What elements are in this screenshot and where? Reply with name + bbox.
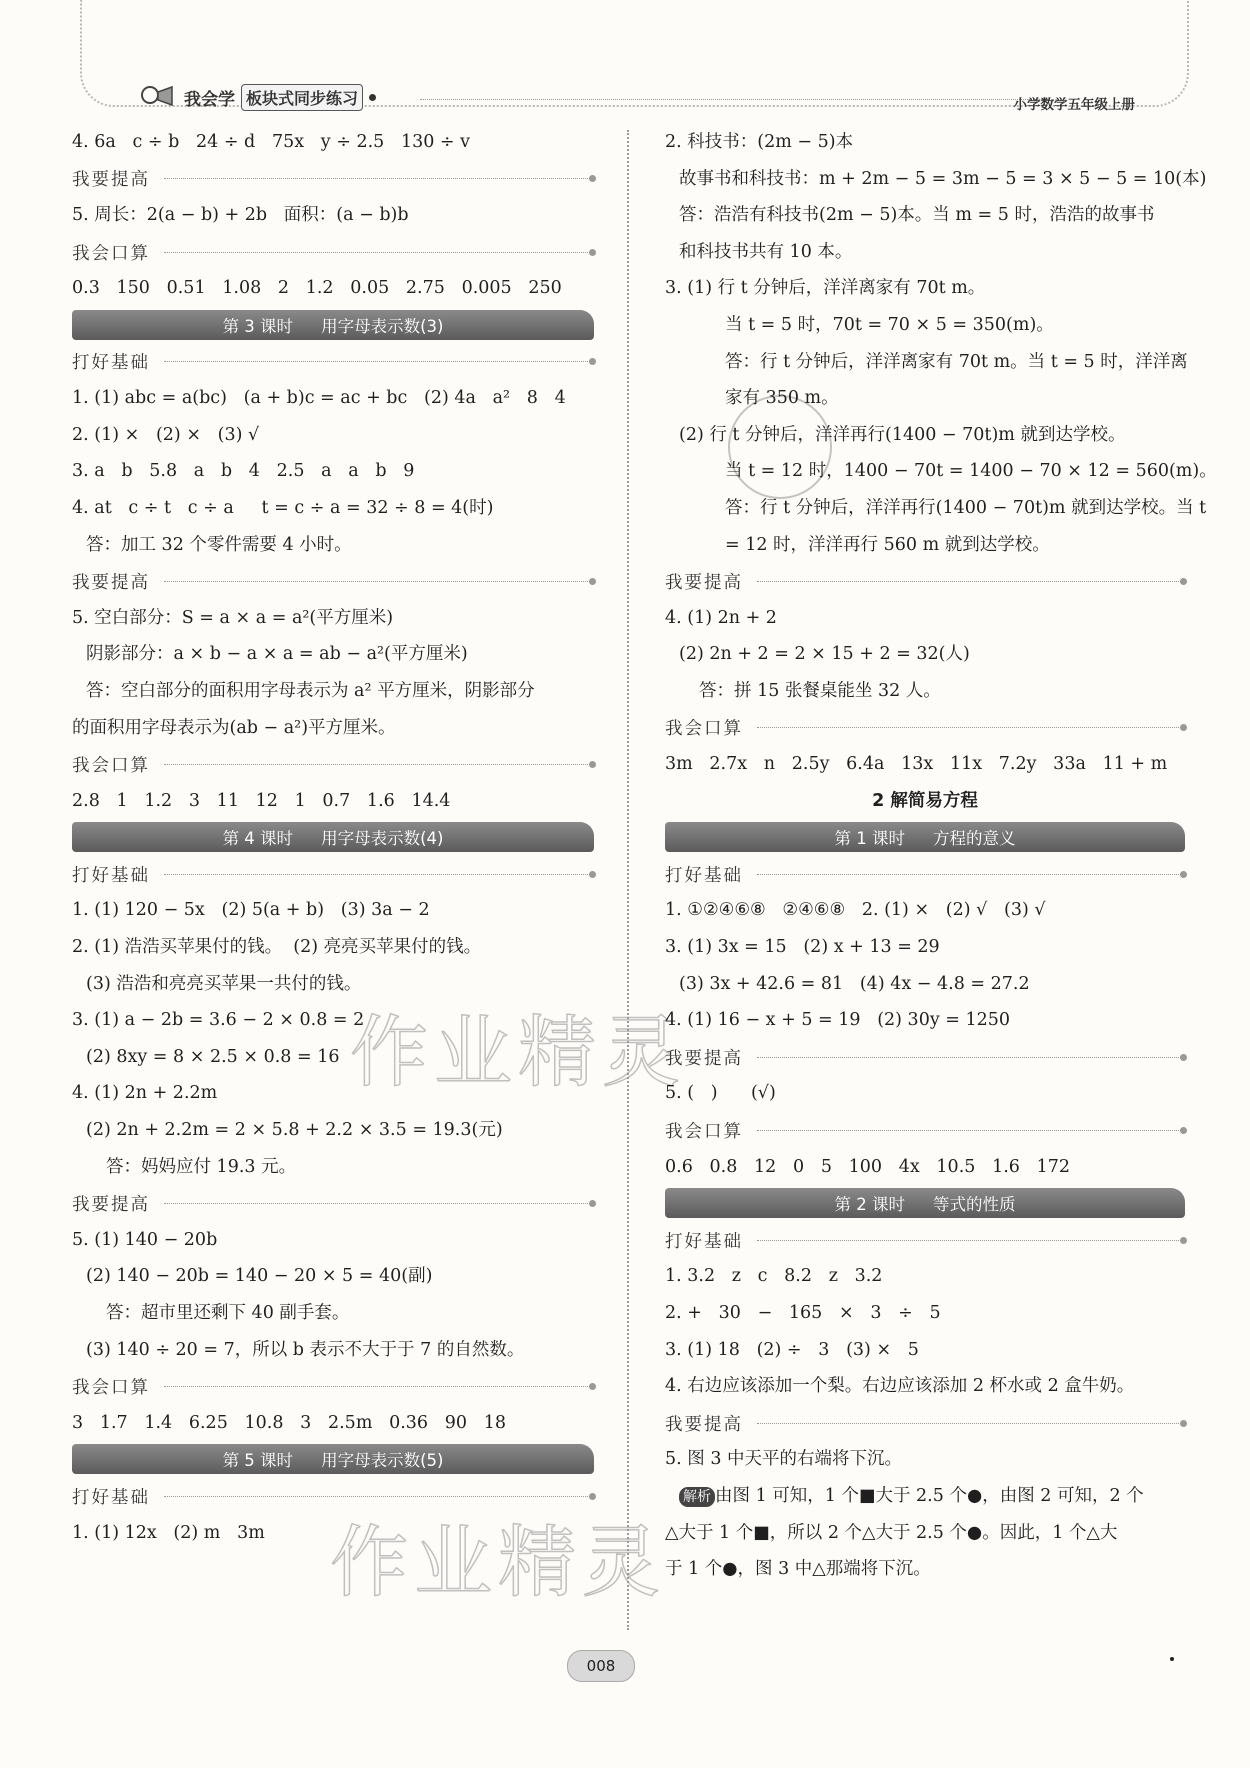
subsection-heading xyxy=(665,1222,1185,1259)
answer-line: 答：浩浩有科技书(2m − 5)本。当 m = 5 时，浩浩的故事书 xyxy=(679,205,1155,226)
answer-line: 5. 周长：2(a − b) + 2b 面积：(a − b)b xyxy=(72,205,409,226)
answer-line: 和科技书共有 10 本。 xyxy=(679,241,853,262)
lesson-number: 第 1 课时 xyxy=(834,829,905,849)
subsection-label: 打好基础 xyxy=(72,865,150,886)
dotted-rule xyxy=(164,361,594,362)
dotted-rule xyxy=(757,727,1185,728)
answer-line: (2) 8xy = 8 × 2.5 × 0.8 = 16 xyxy=(86,1046,340,1067)
answer-line: 3. (1) 行 t 分钟后，洋洋离家有 70t m。 xyxy=(665,278,986,299)
subsection-heading xyxy=(72,1185,594,1222)
lesson-title: 用字母表示数(5) xyxy=(321,1451,444,1471)
answer-line: 3. a b 5.8 a b 4 2.5 a a b 9 xyxy=(72,461,415,482)
dotted-rule xyxy=(164,1496,594,1497)
answer-line: 2. (1) 浩浩买苹果付的钱。 (2) 亮亮买苹果付的钱。 xyxy=(72,937,482,958)
dotted-rule xyxy=(164,1203,594,1204)
brand-name: 我会学 xyxy=(184,89,235,110)
answer-line: 3 1.7 1.4 6.25 10.8 3 2.5m 0.36 90 18 xyxy=(72,1412,506,1433)
header-rule xyxy=(420,99,1054,100)
subsection-heading xyxy=(665,1405,1185,1442)
answer-line: 3. (1) 3x = 15 (2) x + 13 = 29 xyxy=(665,937,940,958)
answer-line: (2) 2n + 2.2m = 2 × 5.8 + 2.2 × 3.5 = 19.3(元) xyxy=(86,1120,503,1141)
subsection-label: 我要提高 xyxy=(72,170,150,191)
answer-line: 4. at c ÷ t c ÷ a t = c ÷ a = 32 ÷ 8 = 4(时) xyxy=(72,497,494,518)
dotted-rule xyxy=(757,1057,1185,1058)
subsection-heading xyxy=(72,856,594,893)
subsection-heading xyxy=(72,746,594,783)
column-divider xyxy=(627,130,629,1630)
watermark: 作业精灵 xyxy=(330,1518,667,1608)
subsection-heading xyxy=(72,1478,594,1515)
answer-line: 2. + 30 − 165 × 3 ÷ 5 xyxy=(665,1303,941,1323)
answer-line: 1. 3.2 z c 8.2 z 3.2 xyxy=(665,1266,883,1287)
dotted-rule xyxy=(164,178,594,179)
lesson-number: 第 2 课时 xyxy=(834,1195,905,1215)
subsection-heading xyxy=(72,563,594,600)
page-number: 008 xyxy=(567,1650,635,1682)
dotted-rule xyxy=(164,1386,594,1387)
answer-line: (2) 140 − 20b = 140 − 20 × 5 = 40(副) xyxy=(86,1266,433,1287)
answer-line: 1. (1) abc = a(bc) (a + b)c = ac + bc (2) 4a a² 8 4 xyxy=(72,388,566,409)
answer-line: 的面积用字母表示为(ab − a²)平方厘米。 xyxy=(72,717,396,738)
dotted-rule xyxy=(164,581,594,582)
dotted-rule xyxy=(757,581,1185,582)
lesson-number: 第 5 课时 xyxy=(222,1451,294,1471)
subsection-heading xyxy=(72,234,594,271)
answer-line: (3) 浩浩和亮亮买苹果一共付的钱。 xyxy=(86,973,362,994)
answer-line: 3. (1) 18 (2) ÷ 3 (3) × 5 xyxy=(665,1339,919,1360)
answer-line: (3) 140 ÷ 20 = 7，所以 b 表示不大于于 7 的自然数。 xyxy=(86,1339,525,1360)
answer-line: 2. (1) × (2) × (3) √ xyxy=(72,424,260,445)
subsection-label: 我要提高 xyxy=(72,1195,150,1216)
lesson-title: 用字母表示数(3) xyxy=(321,316,444,336)
subsection-heading xyxy=(665,563,1185,600)
analysis-badge: 解析 xyxy=(679,1487,715,1507)
answer-line: 0.6 0.8 12 0 5 100 4x 10.5 1.6 172 xyxy=(665,1156,1070,1177)
lesson-banner xyxy=(72,822,594,852)
subsection-label: 我会口算 xyxy=(72,1377,150,1398)
analysis-text: 由图 1 可知，1 个■大于 2.5 个●，由图 2 可知，2 个 xyxy=(715,1485,1144,1506)
answer-line: 2.8 1 1.2 3 11 12 1 0.7 1.6 14.4 xyxy=(72,790,451,811)
answer-line: 答：超市里还剩下 40 副手套。 xyxy=(106,1303,350,1323)
megaphone-icon xyxy=(140,84,178,110)
answer-line: 2. 科技书：(2m − 5)本 xyxy=(665,132,854,152)
answer-line: 0.3 150 0.51 1.08 2 1.2 0.05 2.75 0.005 250 xyxy=(72,278,562,299)
answer-line: 5. 图 3 中天平的右端将下沉。 xyxy=(665,1449,903,1470)
lesson-title: 用字母表示数(4) xyxy=(321,829,444,849)
subsection-label: 打好基础 xyxy=(72,1487,150,1508)
dotted-rule xyxy=(757,1240,1185,1241)
answer-line: 3m 2.7x n 2.5y 6.4a 13x 11x 7.2y 33a 11 + m xyxy=(665,754,1168,775)
answer-line: 答：拼 15 张餐桌能坐 32 人。 xyxy=(699,680,941,701)
answer-line: 阴影部分：a × b − a × a = ab − a²(平方厘米) xyxy=(86,644,468,665)
answer-line: 家有 350 m。 xyxy=(725,388,839,409)
subsection-label: 打好基础 xyxy=(665,1231,743,1252)
subsection-heading xyxy=(72,1368,594,1405)
answer-line: 5. ( ) (√) xyxy=(665,1083,776,1104)
answer-line: 4. (1) 2n + 2 xyxy=(665,607,777,628)
lesson-title: 等式的性质 xyxy=(933,1195,1016,1215)
answer-line: 答：行 t 分钟后，洋洋再行(1400 − 70t)m 就到达学校。当 t xyxy=(725,497,1207,518)
answer-line: 1. (1) 12x (2) m 3m xyxy=(72,1522,265,1543)
lesson-banner xyxy=(72,1444,594,1474)
answer-line: 1. (1) 120 − 5x (2) 5(a + b) (3) 3a − 2 xyxy=(72,900,430,921)
right-column xyxy=(665,124,1217,1588)
watermark: 作业精灵 xyxy=(350,1008,687,1098)
answer-line: 答：加工 32 个零件需要 4 小时。 xyxy=(86,534,352,555)
brand xyxy=(140,84,376,110)
answer-line: 答：空白部分的面积用字母表示为 a² 平方厘米，阴影部分 xyxy=(86,680,535,701)
lesson-banner xyxy=(665,1188,1185,1218)
answer-line: = 12 时，洋洋再行 560 m 就到达学校。 xyxy=(725,534,1050,555)
answer-line: 4. 右边应该添加一个梨。右边应该添加 2 杯水或 2 盒牛奶。 xyxy=(665,1376,1135,1397)
brand-tag: 板块式同步练习 xyxy=(241,84,363,111)
dotted-rule xyxy=(164,252,594,253)
dotted-rule xyxy=(164,764,594,765)
answer-line: 故事书和科技书：m + 2m − 5 = 3m − 5 = 3 × 5 − 5 = 10(本) xyxy=(679,168,1207,189)
unit-title: 2 解简易方程 xyxy=(872,790,978,811)
analysis-line xyxy=(665,1478,1185,1515)
answer-line: 4. (1) 16 − x + 5 = 19 (2) 30y = 1250 xyxy=(665,1010,1011,1031)
subsection-heading xyxy=(665,1112,1185,1149)
answer-line: (3) 3x + 42.6 = 81 (4) 4x − 4.8 = 27.2 xyxy=(679,973,1030,994)
lesson-number: 第 3 课时 xyxy=(222,316,294,336)
lesson-title: 方程的意义 xyxy=(933,829,1016,849)
subsection-heading xyxy=(665,710,1185,747)
subsection-label: 打好基础 xyxy=(72,353,150,374)
subsection-label: 我要提高 xyxy=(665,1414,743,1435)
answer-line: 3. (1) a − 2b = 3.6 − 2 × 0.8 = 2 xyxy=(72,1010,365,1031)
subsection-label: 我要提高 xyxy=(72,572,150,593)
left-column xyxy=(72,124,594,1551)
subsection-label: 我会口算 xyxy=(665,719,743,740)
subsection-label: 我要提高 xyxy=(665,1048,743,1069)
answer-line: 4. (1) 2n + 2.2m xyxy=(72,1083,218,1104)
subsection-label: 我会口算 xyxy=(72,243,150,264)
answer-line: 答：妈妈应付 19.3 元。 xyxy=(106,1156,297,1177)
answer-line: (2) 行 t 分钟后，洋洋再行(1400 − 70t)m 就到达学校。 xyxy=(679,424,1126,445)
answer-line: 5. 空白部分：S = a × a = a²(平方厘米) xyxy=(72,607,394,628)
subsection-label: 我会口算 xyxy=(72,755,150,776)
subsection-heading xyxy=(72,161,594,198)
subsection-label: 我要提高 xyxy=(665,572,743,593)
dotted-rule xyxy=(757,1423,1185,1424)
subsection-heading xyxy=(72,344,594,381)
brand-dot xyxy=(369,94,376,101)
lesson-banner xyxy=(72,310,594,340)
corner-dot xyxy=(1170,1657,1174,1661)
answer-line: 当 t = 12 时，1400 − 70t = 1400 − 70 × 12 = 560(m)。 xyxy=(725,461,1217,482)
subsection-heading xyxy=(665,856,1185,893)
answer-line: 4. 6a c ÷ b 24 ÷ d 75x y ÷ 2.5 130 ÷ v xyxy=(72,132,471,152)
dotted-rule xyxy=(164,874,594,875)
subsection-label: 我会口算 xyxy=(665,1121,743,1142)
answer-line: 1. ①②④⑥⑧ ②④⑥⑧ 2. (1) × (2) √ (3) √ xyxy=(665,900,1046,921)
subsection-heading xyxy=(665,1039,1185,1076)
lesson-number: 第 4 课时 xyxy=(222,829,294,849)
answer-line: 于 1 个●，图 3 中△那端将下沉。 xyxy=(665,1559,931,1580)
answer-line: 5. (1) 140 − 20b xyxy=(72,1229,218,1250)
answer-line: △大于 1 个■，所以 2 个△大于 2.5 个●。因此，1 个△大 xyxy=(665,1522,1118,1543)
answer-line: 答：行 t 分钟后，洋洋离家有 70t m。当 t = 5 时，洋洋离 xyxy=(725,351,1188,372)
dotted-rule xyxy=(757,1130,1185,1131)
lesson-banner xyxy=(665,822,1185,852)
book-title: 小学数学五年级上册 xyxy=(1013,97,1135,113)
answer-line: (2) 2n + 2 = 2 × 15 + 2 = 32(人) xyxy=(679,644,970,665)
subsection-label: 打好基础 xyxy=(665,865,743,886)
dotted-rule xyxy=(757,874,1185,875)
answer-line: 当 t = 5 时，70t = 70 × 5 = 350(m)。 xyxy=(725,314,1054,335)
